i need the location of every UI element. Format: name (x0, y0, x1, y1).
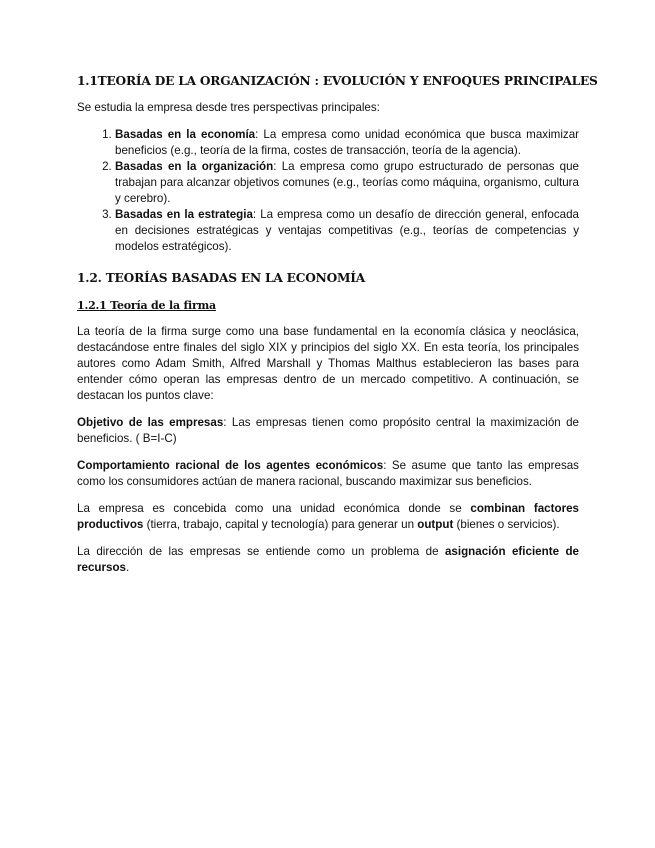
direction-text-before: La dirección de las empresas se entiende como un problema de (77, 545, 445, 558)
list-item-term: Basadas en la economía (115, 128, 256, 141)
list-item (115, 207, 579, 255)
rational-term: Comportamiento racional de los agentes económicos (77, 459, 384, 472)
direction-paragraph (77, 544, 579, 576)
unit-bold-output: output (417, 518, 454, 531)
unit-paragraph (77, 501, 579, 533)
direction-text-after: . (125, 561, 130, 574)
rational-text: : Se asume que tanto las empresas como los consumidores actúan de manera racional, buscando maximizar sus beneficios. (77, 459, 579, 488)
firm-paragraph: La teoría de la firma surge como una base fundamental en la economía clásica y neoclásica, destacándose entre finales del siglo XIX y principios del siglo XX. En esta teoría, los principales autores como Adam Smith, Alfred Marshall y Thomas Malthus establecieron las bases para entender cómo operan las empresas dentro de un mercado competitivo. A continuación, se destacan los puntos clave: (77, 325, 579, 402)
list-item-term: Basadas en la organización (115, 160, 274, 173)
unit-text-before: La empresa es concebida como una unidad económica donde se (77, 502, 471, 515)
objective-paragraph (77, 415, 579, 447)
unit-bold-factors: combinan factores productivos (77, 502, 579, 531)
objective-term: Objetivo de las empresas (77, 416, 224, 429)
objective-text: : Las empresas tienen como propósito central la maximización de beneficios. ( B=I-C) (77, 416, 579, 445)
intro-paragraph: Se estudia la empresa desde tres perspectivas principales: (77, 101, 380, 114)
direction-bold: asignación eficiente de recursos (77, 545, 579, 574)
list-item-term: Basadas en la estrategia (115, 208, 253, 221)
unit-text-after: (bienes o servicios). (453, 518, 560, 531)
list-item-text: : La empresa como un desafío de dirección general, enfocada en decisiones estratégicas y ventajas competitivas (e.g., teorías de competencias y modelos estratégicos). (115, 208, 579, 253)
page-title: 1.1TEORÍA DE LA ORGANIZACIÓN : EVOLUCIÓN Y ENFOQUES PRINCIPALES (77, 74, 598, 88)
list-item-text: : La empresa como grupo estructurado de personas que trabajan para alcanzar objetivos comunes (e.g., teorías como máquina, organismo, cultura y cerebro). (115, 160, 580, 205)
list-item-text: : La empresa como unidad económica que busca maximizar beneficios (e.g., teoría de la firma, costes de transacción, teoría de la agencia). (115, 128, 579, 157)
subsection-heading: 1.2.1 Teoría de la firma (77, 299, 216, 312)
unit-text-middle: (tierra, trabajo, capital y tecnología) para generar un (143, 518, 418, 531)
perspectives-list (77, 127, 579, 255)
document-page (77, 74, 598, 587)
list-item (115, 159, 579, 207)
section-heading: 1.2. TEORÍAS BASADAS EN LA ECONOMÍA (77, 271, 366, 285)
rational-paragraph (77, 458, 579, 490)
list-item (115, 127, 579, 159)
